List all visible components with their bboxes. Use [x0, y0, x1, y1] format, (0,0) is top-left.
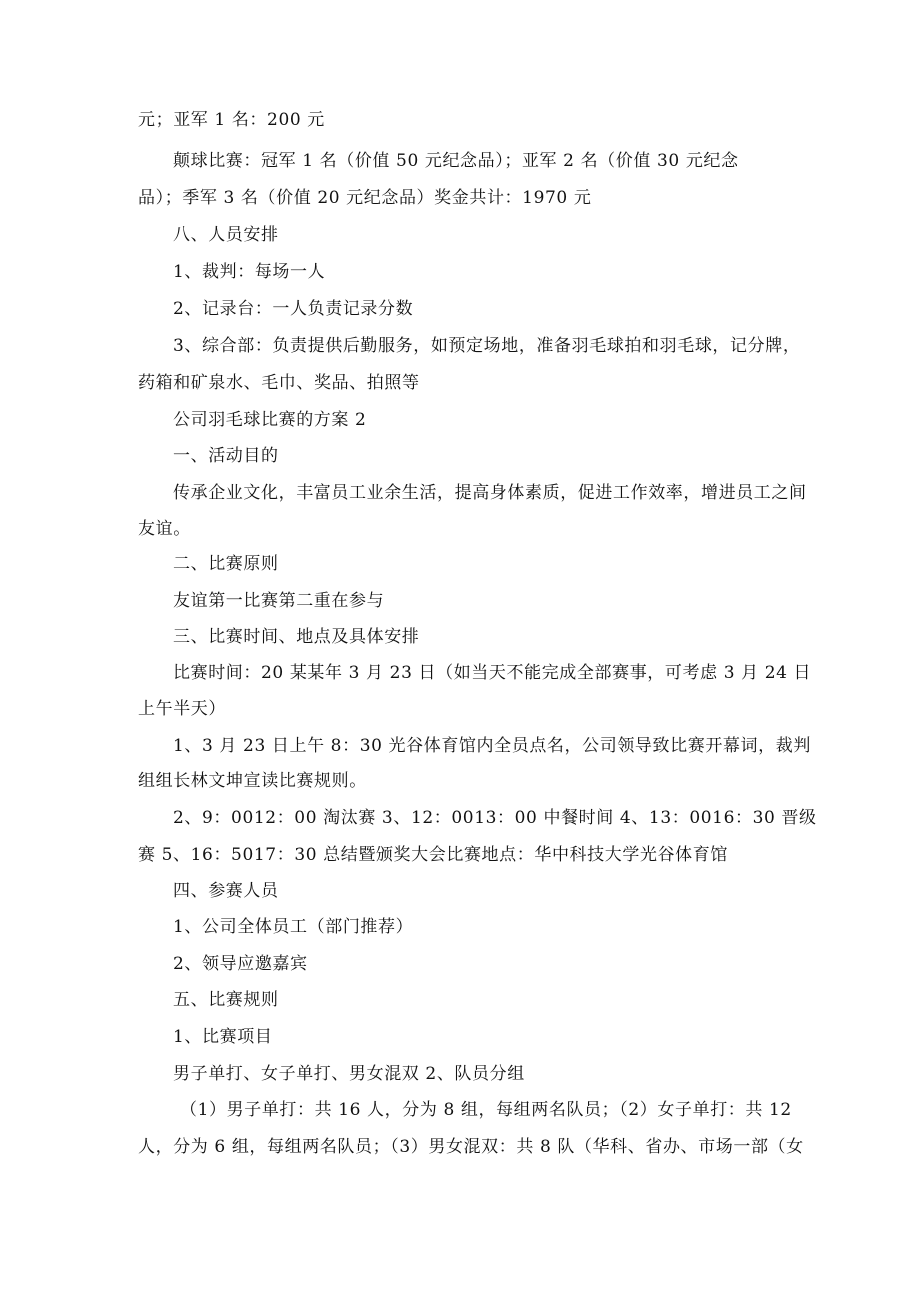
text-line: 上午半天）: [138, 699, 226, 719]
section-heading: 四、参赛人员: [173, 881, 279, 901]
text-line: 1、裁判：每场一人: [173, 262, 326, 282]
text-line: 2、9：0012：00 淘汰赛 3、12：0013：00 中餐时间 4、13：0016：30 晋级: [173, 808, 817, 828]
document-subtitle: 公司羽毛球比赛的方案 2: [173, 410, 367, 430]
text-line: 友谊第一比赛第二重在参与: [173, 591, 385, 611]
text-line: （1）男子单打：共 16 人，分为 8 组，每组两名队员；（2）女子单打：共 12: [180, 1100, 792, 1120]
section-heading: 一、活动目的: [173, 446, 279, 466]
section-heading: 三、比赛时间、地点及具体安排: [173, 627, 420, 647]
text-line: 药箱和矿泉水、毛巾、奖品、拍照等: [138, 373, 420, 393]
text-line: 友谊。: [138, 519, 191, 539]
text-line: 组组长林文坤宣读比赛规则。: [138, 771, 367, 791]
text-line: 传承企业文化，丰富员工业余生活，提高身体素质，促进工作效率，增进员工之间: [173, 483, 807, 503]
text-line: 人，分为 6 组，每组两名队员；（3）男女混双：共 8 队（华科、省办、市场一部（女: [138, 1137, 804, 1157]
text-line: 男子单打、女子单打、男女混双 2、队员分组: [173, 1064, 525, 1084]
section-heading: 二、比赛原则: [173, 554, 279, 574]
text-line: 元；亚军 1 名：200 元: [138, 110, 325, 130]
text-line: 品）；季军 3 名（价值 20 元纪念品）奖金共计：1970 元: [138, 188, 592, 208]
text-line: 2、领导应邀嘉宾: [173, 954, 308, 974]
text-line: 颠球比赛：冠军 1 名（价值 50 元纪念品）；亚军 2 名（价值 30 元纪念: [173, 151, 739, 171]
text-line: 1、公司全体员工（部门推荐）: [173, 917, 414, 937]
text-line: 赛 5、16：5017：30 总结暨颁奖大会比赛地点：华中科技大学光谷体育馆: [138, 845, 728, 865]
text-line: 2、记录台：一人负责记录分数: [173, 299, 414, 319]
section-heading: 五、比赛规则: [173, 990, 279, 1010]
text-line: 1、比赛项目: [173, 1027, 273, 1047]
text-line: 3、综合部：负责提供后勤服务，如预定场地，准备羽毛球拍和羽毛球，记分牌，: [173, 336, 801, 356]
text-line: 1、3 月 23 日上午 8：30 光谷体育馆内全员点名，公司领导致比赛开幕词，裁判: [173, 736, 811, 756]
text-line: 比赛时间：20 某某年 3 月 23 日（如当天不能完成全部赛事，可考虑 3 月 24 日: [173, 663, 812, 683]
section-heading: 八、人员安排: [173, 225, 279, 245]
